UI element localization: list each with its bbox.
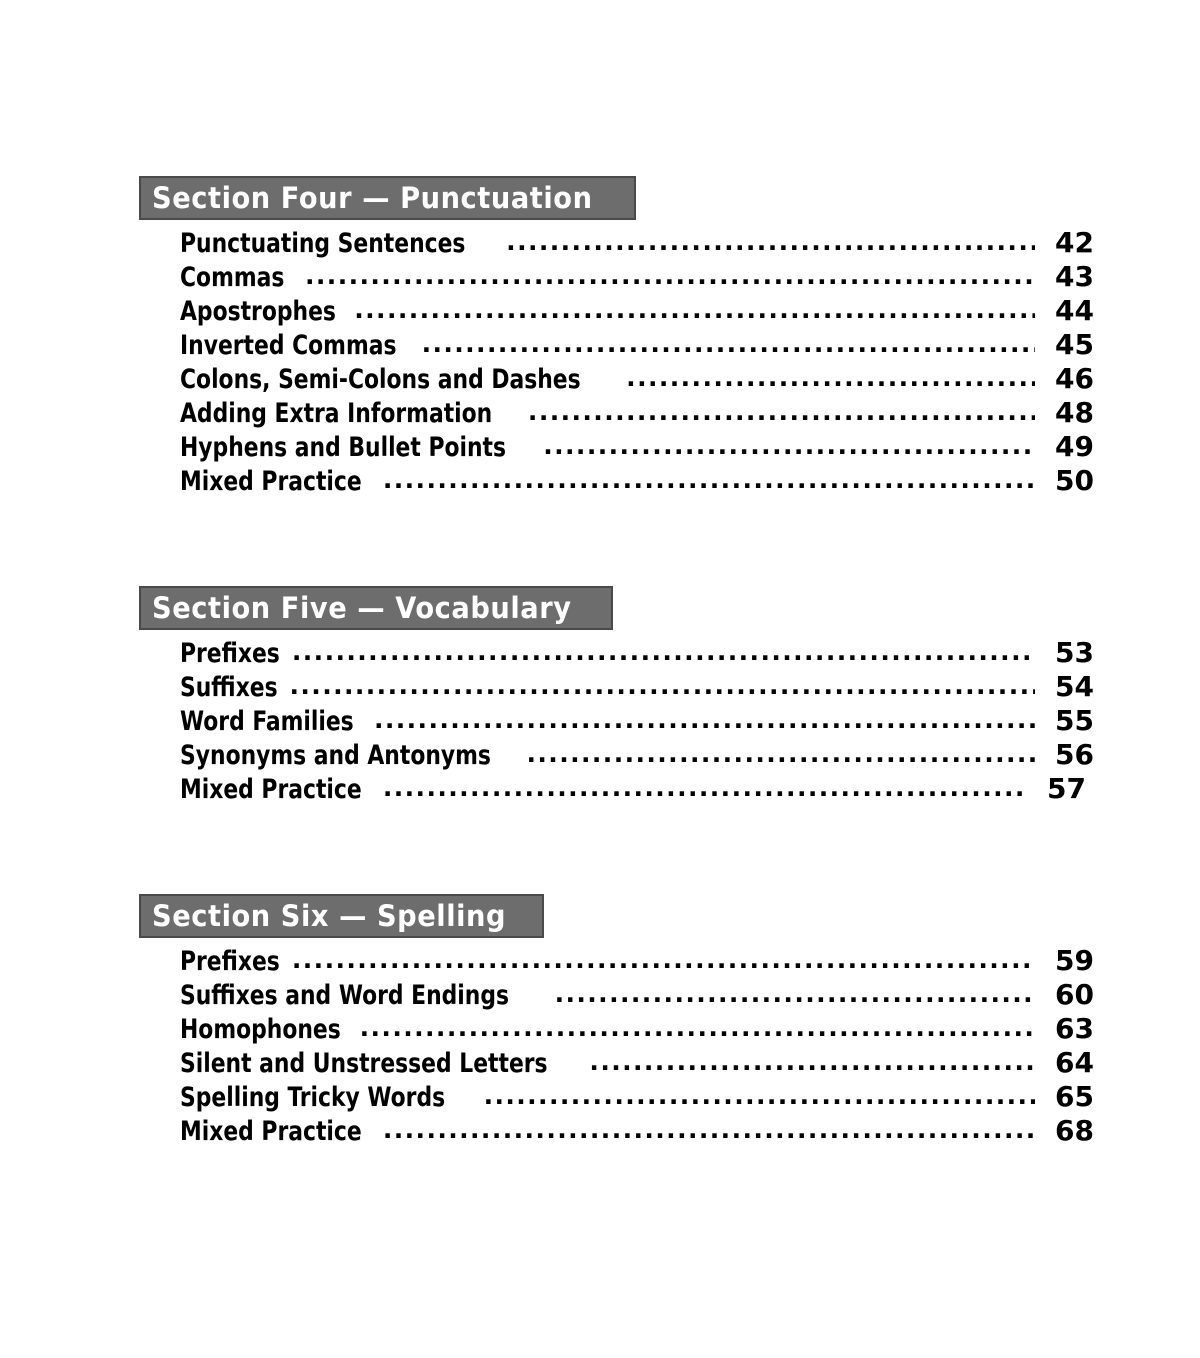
contents-entry[interactable] xyxy=(139,944,1094,978)
contents-body xyxy=(139,176,1094,1148)
contents-entry[interactable] xyxy=(139,1080,1094,1114)
contents-entry[interactable] xyxy=(139,772,1094,806)
entry-page-number: 45 xyxy=(1055,328,1094,361)
entry-title: Colons, Semi-Colons and Dashes xyxy=(180,364,581,395)
dot-leader xyxy=(527,738,1035,771)
entry-title: Inverted Commas xyxy=(180,330,397,361)
dot-leader xyxy=(292,636,1035,669)
entry-page-number: 49 xyxy=(1055,430,1094,463)
entry-page-number: 55 xyxy=(1055,704,1094,737)
contents-entry[interactable] xyxy=(139,978,1094,1012)
section-heading-bar xyxy=(139,894,544,938)
section-heading-bar xyxy=(139,176,636,220)
dot-leader xyxy=(506,226,1035,259)
entry-title: Prefixes xyxy=(180,946,280,977)
entry-page-number: 57 xyxy=(1047,772,1086,805)
dot-leader xyxy=(374,704,1035,737)
contents-entry[interactable] xyxy=(139,670,1094,704)
entry-title: Punctuating Sentences xyxy=(180,228,466,259)
entry-page-number: 65 xyxy=(1055,1080,1094,1113)
dot-leader xyxy=(383,772,1027,805)
entry-page-number: 54 xyxy=(1055,670,1094,703)
dot-leader xyxy=(528,396,1035,429)
contents-section xyxy=(139,894,1094,1148)
dot-leader xyxy=(626,362,1035,395)
contents-entry[interactable] xyxy=(139,704,1094,738)
entry-page-number: 48 xyxy=(1055,396,1094,429)
entry-page-number: 60 xyxy=(1055,978,1094,1011)
entry-page-number: 42 xyxy=(1055,226,1094,259)
entry-page-number: 46 xyxy=(1055,362,1094,395)
entry-page-number: 59 xyxy=(1055,944,1094,977)
contents-entry[interactable] xyxy=(139,1012,1094,1046)
contents-entry-list xyxy=(139,636,1094,806)
entry-title: Silent and Unstressed Letters xyxy=(180,1048,548,1079)
section-heading-bar xyxy=(139,586,613,630)
dot-leader xyxy=(360,1012,1035,1045)
contents-entry-list xyxy=(139,944,1094,1148)
contents-entry[interactable] xyxy=(139,636,1094,670)
contents-entry[interactable] xyxy=(139,1114,1094,1148)
entry-title: Apostrophes xyxy=(180,296,336,327)
entry-page-number: 53 xyxy=(1055,636,1094,669)
contents-entry[interactable] xyxy=(139,738,1094,772)
entry-title: Commas xyxy=(180,262,285,293)
contents-entry[interactable] xyxy=(139,294,1094,328)
entry-title: Suffixes xyxy=(180,672,278,703)
section-heading-label: Section Six — Spelling xyxy=(152,898,507,933)
entry-title: Mixed Practice xyxy=(180,774,362,805)
entry-title: Synonyms and Antonyms xyxy=(180,740,491,771)
entry-page-number: 56 xyxy=(1055,738,1094,771)
entry-title: Spelling Tricky Words xyxy=(180,1082,446,1113)
entry-title: Prefixes xyxy=(180,638,280,669)
contents-section xyxy=(139,176,1094,498)
contents-entry[interactable] xyxy=(139,1046,1094,1080)
entry-page-number: 50 xyxy=(1055,464,1094,497)
contents-entry[interactable] xyxy=(139,464,1094,498)
entry-title: Mixed Practice xyxy=(180,466,362,497)
entry-title: Hyphens and Bullet Points xyxy=(180,432,507,463)
entry-title: Suffixes and Word Endings xyxy=(180,980,510,1011)
section-heading-label: Section Four — Punctuation xyxy=(152,180,593,215)
dot-leader xyxy=(422,328,1035,361)
contents-entry[interactable] xyxy=(139,260,1094,294)
contents-entry[interactable] xyxy=(139,362,1094,396)
entry-title: Mixed Practice xyxy=(180,1116,362,1147)
dot-leader xyxy=(555,978,1035,1011)
dot-leader xyxy=(354,294,1035,327)
dot-leader xyxy=(543,430,1035,463)
entry-page-number: 68 xyxy=(1055,1114,1094,1147)
contents-entry[interactable] xyxy=(139,226,1094,260)
entry-page-number: 63 xyxy=(1055,1012,1094,1045)
section-heading-label: Section Five — Vocabulary xyxy=(152,590,572,625)
contents-entry[interactable] xyxy=(139,430,1094,464)
entry-title: Word Families xyxy=(180,706,354,737)
dot-leader xyxy=(484,1080,1035,1113)
contents-entry[interactable] xyxy=(139,328,1094,362)
contents-entry-list xyxy=(139,226,1094,498)
entry-page-number: 43 xyxy=(1055,260,1094,293)
entry-title: Homophones xyxy=(180,1014,341,1045)
entry-page-number: 64 xyxy=(1055,1046,1094,1079)
entry-title: Adding Extra Information xyxy=(180,398,493,429)
contents-entry[interactable] xyxy=(139,396,1094,430)
dot-leader xyxy=(589,1046,1035,1079)
entry-page-number: 44 xyxy=(1055,294,1094,327)
dot-leader xyxy=(383,1114,1035,1147)
dot-leader xyxy=(305,260,1035,293)
dot-leader xyxy=(290,670,1036,703)
dot-leader xyxy=(383,464,1035,497)
dot-leader xyxy=(292,944,1035,977)
contents-section xyxy=(139,586,1094,806)
